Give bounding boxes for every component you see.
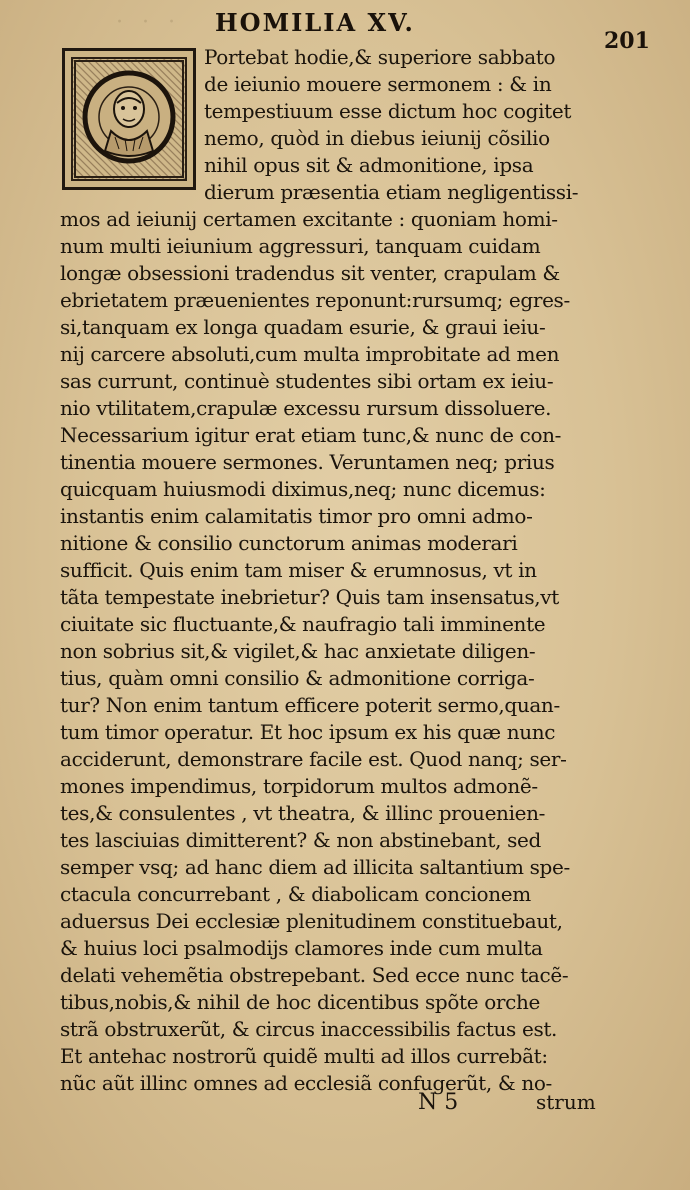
text-line: de ieiunio mouere sermonem : & in [204,72,552,96]
text-line: tãta tempestate inebrietur? Quis tam insensatus,vt [60,585,559,609]
text-line: Necessarium igitur erat etiam tunc,& nunc de con- [60,423,562,447]
text-line: ebrietatem præuenientes reponunt:rursumq; egres- [60,288,570,312]
text-line: semper vsq; ad hanc diem ad illicita saltantium spe- [60,855,570,879]
running-head-title: HOMILIA XV. [215,8,415,37]
text-line: Et antehac nostrorũ quidẽ multi ad illos currebãt: [60,1044,548,1068]
text-line: mos ad ieiunij certamen excitante : quoniam homi- [60,207,558,231]
text-line: nij carcere absoluti,cum multa improbitate ad men [60,342,560,366]
text-line: tinentia mouere sermones. Veruntamen neq; prius [60,450,555,474]
show-through-text: · · · [110,10,175,35]
text-line: acciderunt, demonstrare facile est. Quod nanq; ser- [60,747,567,771]
text-line: non sobrius sit,& vigilet,& hac anxietate diligen- [60,639,536,663]
text-line: mones impendimus, torpidorum multos admonẽ- [60,774,538,798]
text-line: tius, quàm omni consilio & admonitione corriga- [60,666,535,690]
text-line: ctacula concurrebant , & diabolicam concionem [60,882,531,906]
text-line: quicquam huiusmodi diximus,neq; nunc dicemus: [60,477,546,501]
text-line: nio vtilitatem,crapulæ excessu rursum dissoluere. [60,396,552,420]
folio-number: 201 [604,28,650,54]
text-line: tur? Non enim tantum efficere poterit sermo,quan- [60,693,560,717]
text-line: dierum præsentia etiam negligentissi- [204,180,579,204]
text-line: longæ obsessioni tradendus sit venter, crapulam & [60,261,560,285]
catchword: strum [536,1090,596,1114]
text-line: si,tanquam ex longa quadam esurie, & graui ieiu- [60,315,546,339]
text-line: ciuitate sic fluctuante,& naufragio tali imminente [60,612,546,636]
text-line: nitione & consilio cunctorum animas moderari [60,531,518,555]
text-line: tum timor operatur. Et hoc ipsum ex his quæ nunc [60,720,556,744]
text-line: & huius loci psalmodijs clamores inde cum multa [60,936,543,960]
text-line: aduersus Dei ecclesiæ plenitudinem constituebaut, [60,909,563,933]
text-line: nemo, quòd in diebus ieiunij cõsilio [204,126,550,150]
text-line: tes lasciuias dimitterent? & non abstinebant, sed [60,828,541,852]
text-line: instantis enim calamitatis timor pro omni admo- [60,504,533,528]
text-line: tibus,nobis,& nihil de hoc dicentibus spõte orche [60,990,540,1014]
text-line: sas currunt, continuè studentes sibi ortam ex ieiu- [60,369,554,393]
text-line: nihil opus sit & admonitione, ipsa [204,153,534,177]
signature-mark: N 5 [418,1090,459,1115]
text-line: num multi ieiunium aggressuri, tanquam cuidam [60,234,541,258]
text-line: tempestiuum esse dictum hoc cogitet [204,99,572,123]
text-line: Portebat hodie,& superiore sabbato [204,45,556,69]
text-line: tes,& consulentes , vt theatra, & illinc prouenien- [60,801,546,825]
text-line: delati vehemẽtia obstrepebant. Sed ecce nunc tacẽ- [60,963,569,987]
text-line: strã obstruxerũt, & circus inaccessibilis factus est. [60,1017,558,1041]
text-line: sufficit. Quis enim tam miser & erumnosus, vt in [60,558,537,582]
text-line: nũc aũt illinc omnes ad ecclesiã confugerũt, & no- [60,1071,552,1095]
